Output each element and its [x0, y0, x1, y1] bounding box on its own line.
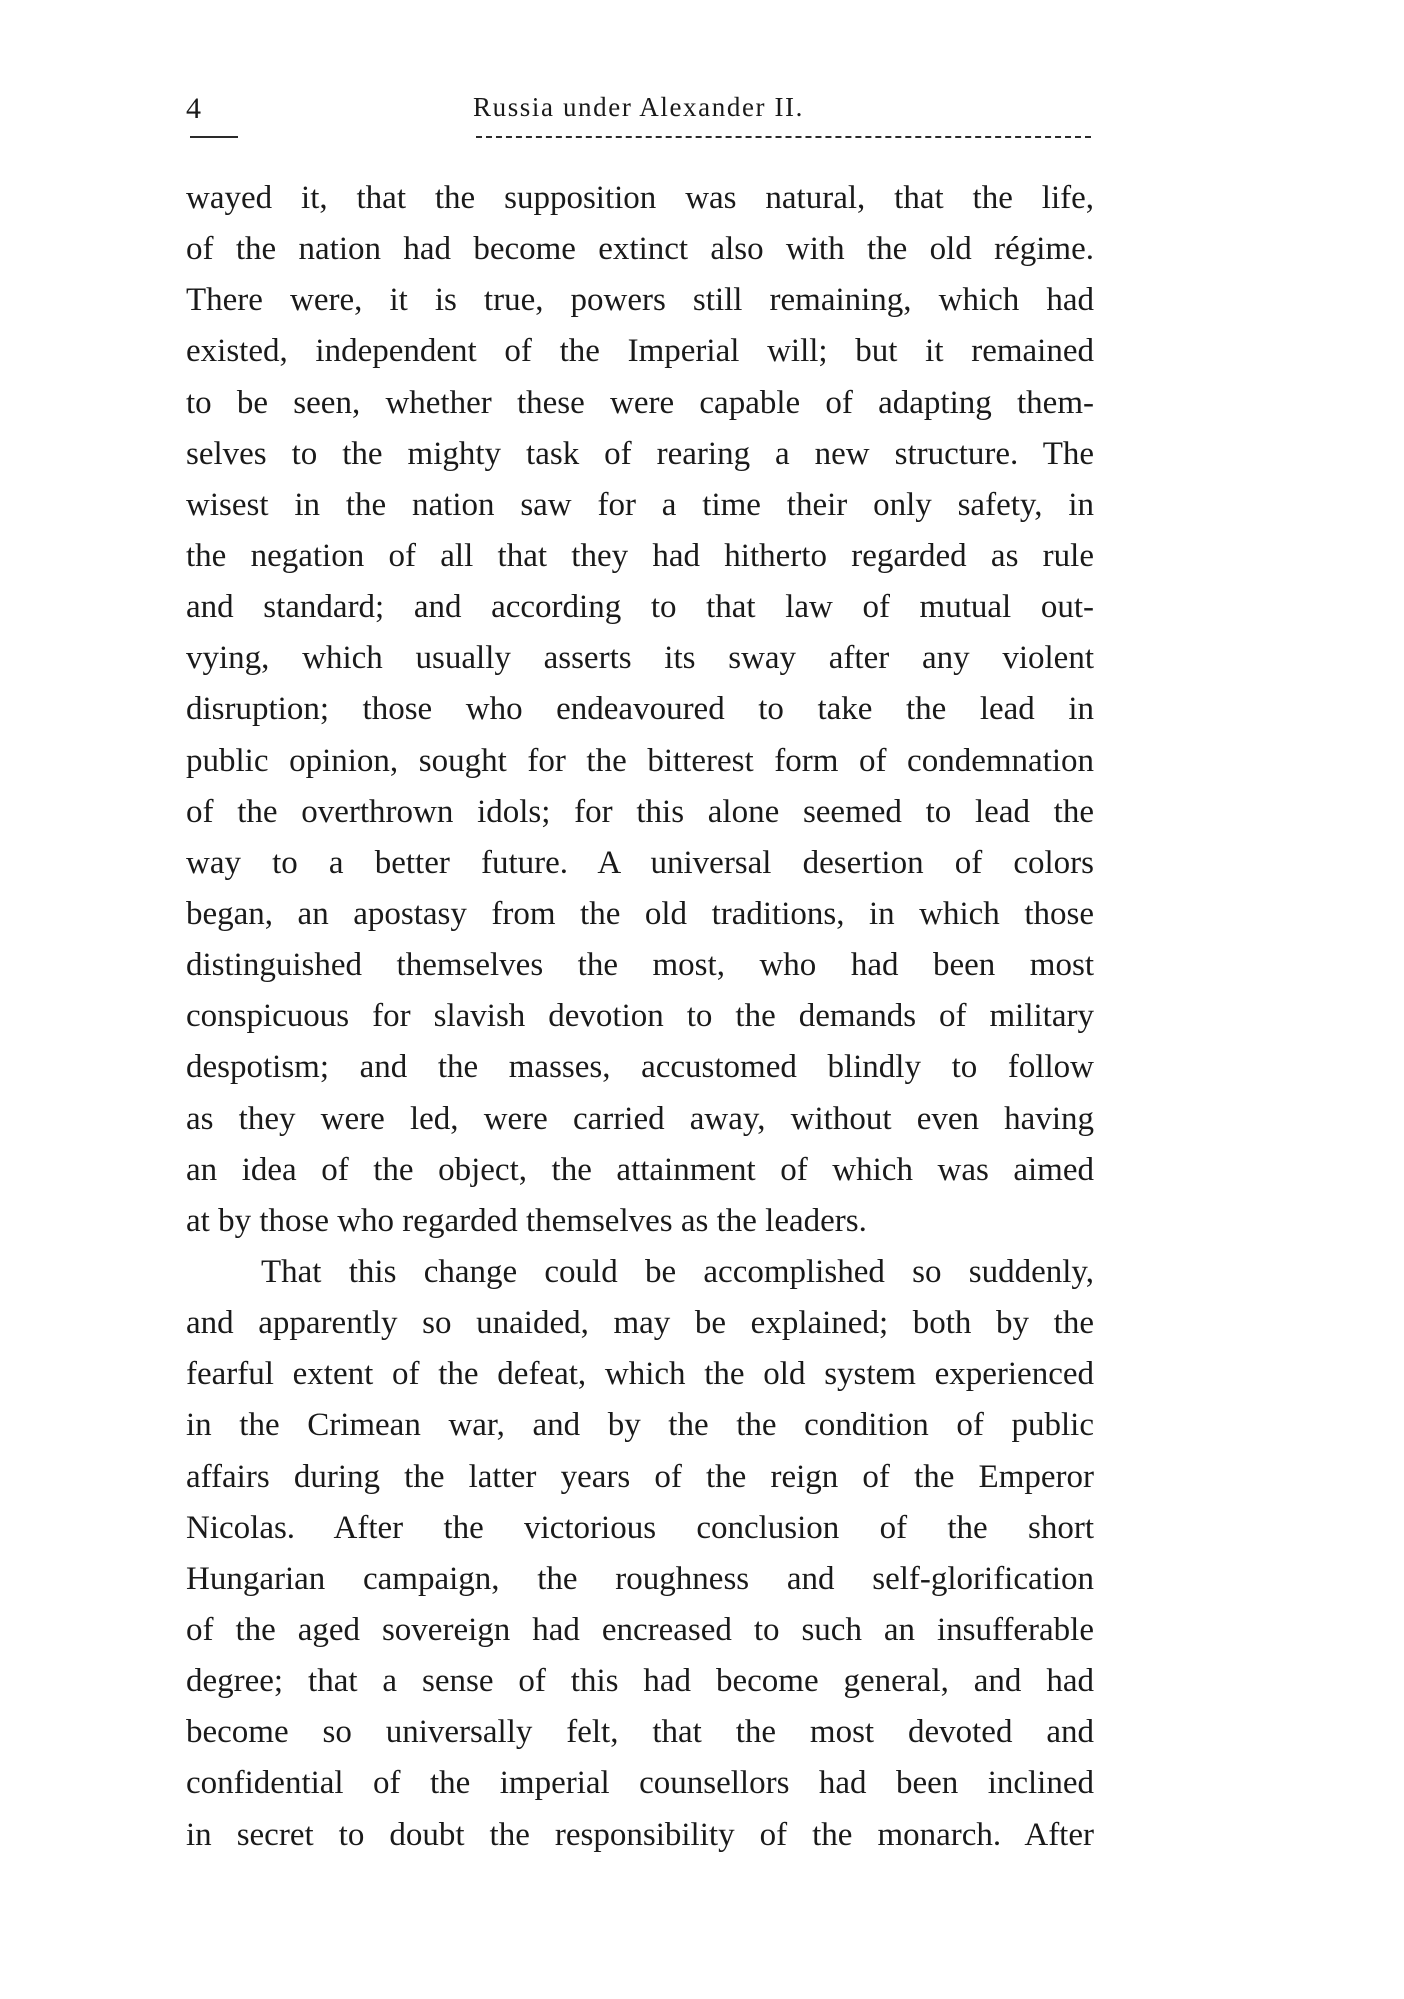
text-line: Nicolas. After the victorious conclusion of the short	[186, 1509, 1094, 1546]
text-line: in the Crimean war, and by the the condition of public	[186, 1407, 1094, 1444]
paragraph	[186, 173, 1094, 1247]
text-line: wayed it, that the supposition was natural, that the life,	[186, 180, 1094, 216]
text-line: of the overthrown idols; for this alone seemed to lead the	[186, 793, 1094, 830]
header-rule-left	[190, 136, 238, 138]
text-line: despotism; and the masses, accustomed blindly to follow	[186, 1049, 1094, 1086]
header-rule-right	[476, 136, 1091, 138]
text-line: to be seen, whether these were capable of adapting them-	[186, 384, 1094, 421]
text-line: Hungarian campaign, the roughness and self-glorification	[186, 1560, 1094, 1597]
text-line: distinguished themselves the most, who had been most	[186, 947, 1094, 984]
text-line: selves to the mighty task of rearing a new structure. The	[186, 435, 1094, 472]
text-line: of the aged sovereign had encreased to such an insufferable	[186, 1611, 1094, 1648]
text-line: That this change could be accomplished so suddenly,	[261, 1253, 1094, 1290]
text-line: vying, which usually asserts its sway after any violent	[186, 640, 1094, 677]
text-line: and apparently so unaided, may be explained; both by the	[186, 1305, 1094, 1342]
text-line: There were, it is true, powers still remaining, which had	[186, 282, 1094, 319]
text-line: way to a better future. A universal desertion of colors	[186, 844, 1094, 881]
text-line: public opinion, sought for the bitterest form of condemnation	[186, 742, 1094, 779]
paragraph	[186, 1247, 1094, 1861]
text-line: fearful extent of the defeat, which the old system experienced	[186, 1356, 1094, 1393]
page-header	[186, 92, 1091, 144]
text-line: disruption; those who endeavoured to take the lead in	[186, 691, 1094, 728]
page-number: 4	[186, 92, 201, 125]
text-line: of the nation had become extinct also with the old régime.	[186, 231, 1094, 268]
text-line: and standard; and according to that law of mutual out-	[186, 589, 1094, 626]
text-line: in secret to doubt the responsibility of the monarch. After	[186, 1816, 1094, 1853]
text-line: an idea of the object, the attainment of which was aimed	[186, 1151, 1094, 1188]
text-line: at by those who regarded themselves as the leaders.	[186, 1202, 867, 1239]
text-line: as they were led, were carried away, without even having	[186, 1100, 1094, 1137]
text-line: wisest in the nation saw for a time their only safety, in	[186, 486, 1094, 523]
text-line: affairs during the latter years of the reign of the Emperor	[186, 1458, 1094, 1495]
text-line: existed, independent of the Imperial will; but it remained	[186, 333, 1094, 370]
text-line: conspicuous for slavish devotion to the demands of military	[186, 998, 1094, 1035]
text-line: the negation of all that they had hitherto regarded as rule	[186, 537, 1094, 574]
text-line: began, an apostasy from the old traditions, in which those	[186, 895, 1094, 932]
text-line: degree; that a sense of this had become general, and had	[186, 1663, 1094, 1700]
text-line: become so universally felt, that the most devoted and	[186, 1714, 1094, 1751]
body-text	[186, 173, 1094, 1861]
text-line: confidential of the imperial counsellors had been inclined	[186, 1765, 1094, 1802]
running-head: Russia under Alexander II.	[472, 92, 805, 122]
